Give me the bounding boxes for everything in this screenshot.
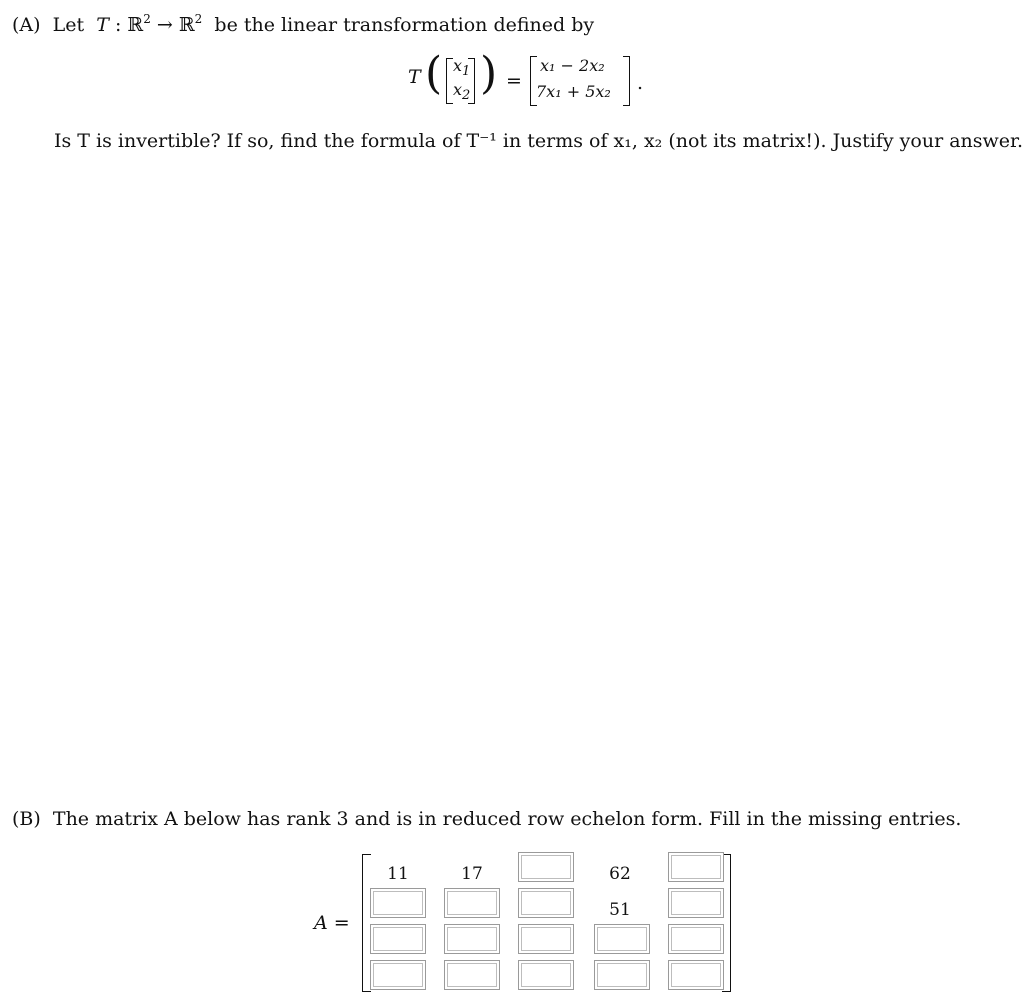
matrix-input-r1c5[interactable] [668,852,724,882]
output-right-bracket [623,56,630,106]
matrix-input-r4c1[interactable] [370,960,426,990]
part-a-label: (A) [12,14,41,36]
part-a-intro-rest: be the linear transformation defined by [214,14,595,36]
matrix-input-r3c1[interactable] [370,924,426,954]
part-b-label: (B) [12,808,41,830]
matrix-entry-r1c4: 62 [609,864,631,884]
matrix-input-r1c3[interactable] [518,852,574,882]
transform-symbol: T [96,14,109,36]
matrix-input-r4c2[interactable] [444,960,500,990]
matrix-input-r3c2[interactable] [444,924,500,954]
domain-space: ℝ$^2$ [127,12,151,36]
output-row-2: 7x₁ + 5x₂ [536,82,611,101]
right-paren: ) [480,48,498,99]
input-right-bracket [468,58,475,104]
equals-sign: = [506,70,522,92]
part-b-statement [12,808,961,830]
colon: : [114,14,122,36]
output-row-1: x₁ − 2x₂ [540,56,605,75]
part-a-statement [12,12,594,36]
input-x2: $x_2$ [453,80,471,103]
matrix-input-r4c3[interactable] [518,960,574,990]
matrix-input-r3c4[interactable] [594,924,650,954]
part-a-question: Is T is invertible? If so, find the formula of T⁻¹ in terms of x₁, x₂ (not its matrix!). Justify your answer. [54,130,1024,152]
input-x1: $x_1$ [453,56,471,79]
equation-T: T [408,66,421,88]
left-paren: ( [425,48,443,99]
arrow: → [156,14,173,36]
equation-period: . [637,72,644,94]
part-b-text: The matrix A below has rank 3 and is in reduced row echelon form. Fill in the missing entries. [52,808,962,830]
codomain-space: ℝ$^2$ [178,12,203,36]
matrix-input-r4c4[interactable] [594,960,650,990]
input-left-bracket [446,58,453,104]
matrix-input-r3c5[interactable] [668,924,724,954]
matrix-input-r2c3[interactable] [518,888,574,918]
part-a-answer-area [54,170,994,790]
matrix-input-r2c5[interactable] [668,888,724,918]
matrix-entry-r1c2: 17 [461,864,483,884]
part-a-let: Let [52,14,85,36]
matrix-entry-r1c1: 11 [387,864,409,884]
matrix-label: A = [314,912,350,934]
matrix-input-r2c2[interactable] [444,888,500,918]
matrix-entry-r2c4: 51 [609,900,631,920]
matrix-input-r4c5[interactable] [668,960,724,990]
matrix-input-r2c1[interactable] [370,888,426,918]
matrix-input-r3c3[interactable] [518,924,574,954]
